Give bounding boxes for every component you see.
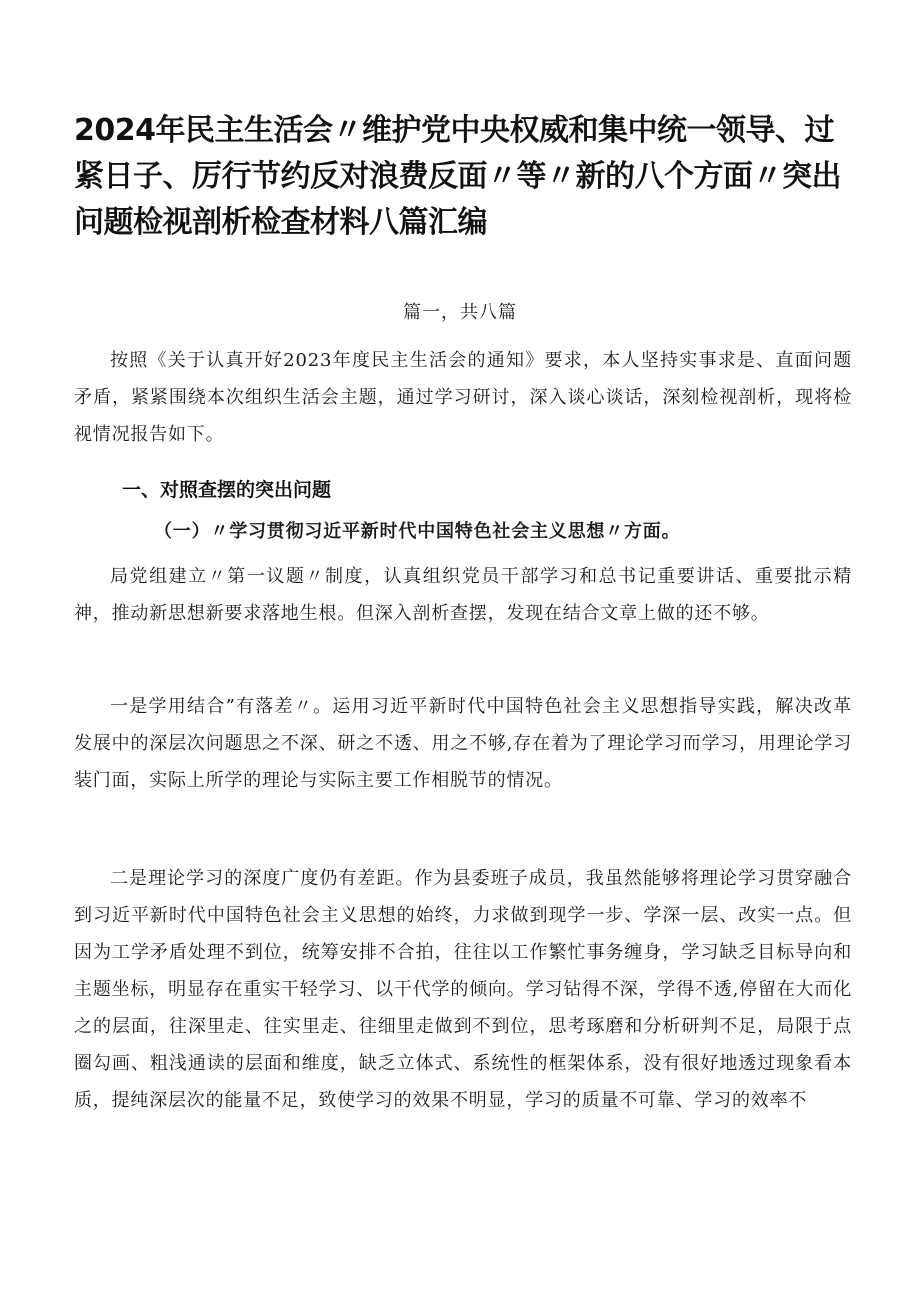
document-title: 2024年民主生活会〃维护党中央权威和集中统一领导、过紧日子、厉行节约反对浪费反面〃等〃新的八个方面〃突出问题检视剖析检查材料八篇汇编 — [74, 113, 841, 240]
point-two-paragraph: 二是理论学习的深度广度仍有差距。作为县委班子成员，我虽然能够将理论学习贯穿融合到习近平新时代中国特色社会主义思想的始终，力求做到现学一步、学深一层、改实一点。但因为工学矛盾处理不到位，统筹安排不合拍，往往以工作繁忙事务缠身，学习缺乏目标导向和主题坐标，明显存在重实干轻学习、以干代学的倾向。学习钻得不深，学得不透,停留在大而化之的层面，往深里走、往实里走、往细里走做到不到位，思考琢磨和分析研判不足，局限于点圈勾画、粗浅通读的层面和维度，缺乏立体式、系统性的框架体系，没有很好地透过现象看本质，提纯深层次的能量不足，致使学习的效果不明显，学习的质量不可靠、学习的效率不 — [74, 868, 852, 1111]
heading-level-2: （一）〃学习贯彻习近平新时代中国特色社会主义思想〃方面。 — [154, 521, 681, 542]
section-label: 篇一，共八篇 — [403, 302, 517, 323]
party-group-paragraph: 局党组建立〃第一议题〃制度，认真组织党员干部学习和总书记重要讲话、重要批示精神，推动新思想新要求落地生根。但深入剖析查摆，发现在结合文章上做的还不够。 — [74, 566, 852, 624]
intro-paragraph: 按照《关于认真开好2023年度民主生活会的通知》要求，本人坚持实事求是、直面问题矛盾，紧紧围绕本次组织生活会主题，通过学习研讨，深入谈心谈话，深刻检视剖析，现将检视情况报告如下。 — [74, 350, 852, 445]
heading-level-1: 一、对照查摆的突出问题 — [122, 479, 332, 501]
point-one-paragraph: 一是学用结合”有落差〃。运用习近平新时代中国特色社会主义思想指导实践，解决改革发展中的深层次问题思之不深、研之不透、用之不够,存在着为了理论学习而学习，用理论学习装门面，实际上所学的理论与实际主要工作相脱节的情况。 — [74, 696, 852, 791]
